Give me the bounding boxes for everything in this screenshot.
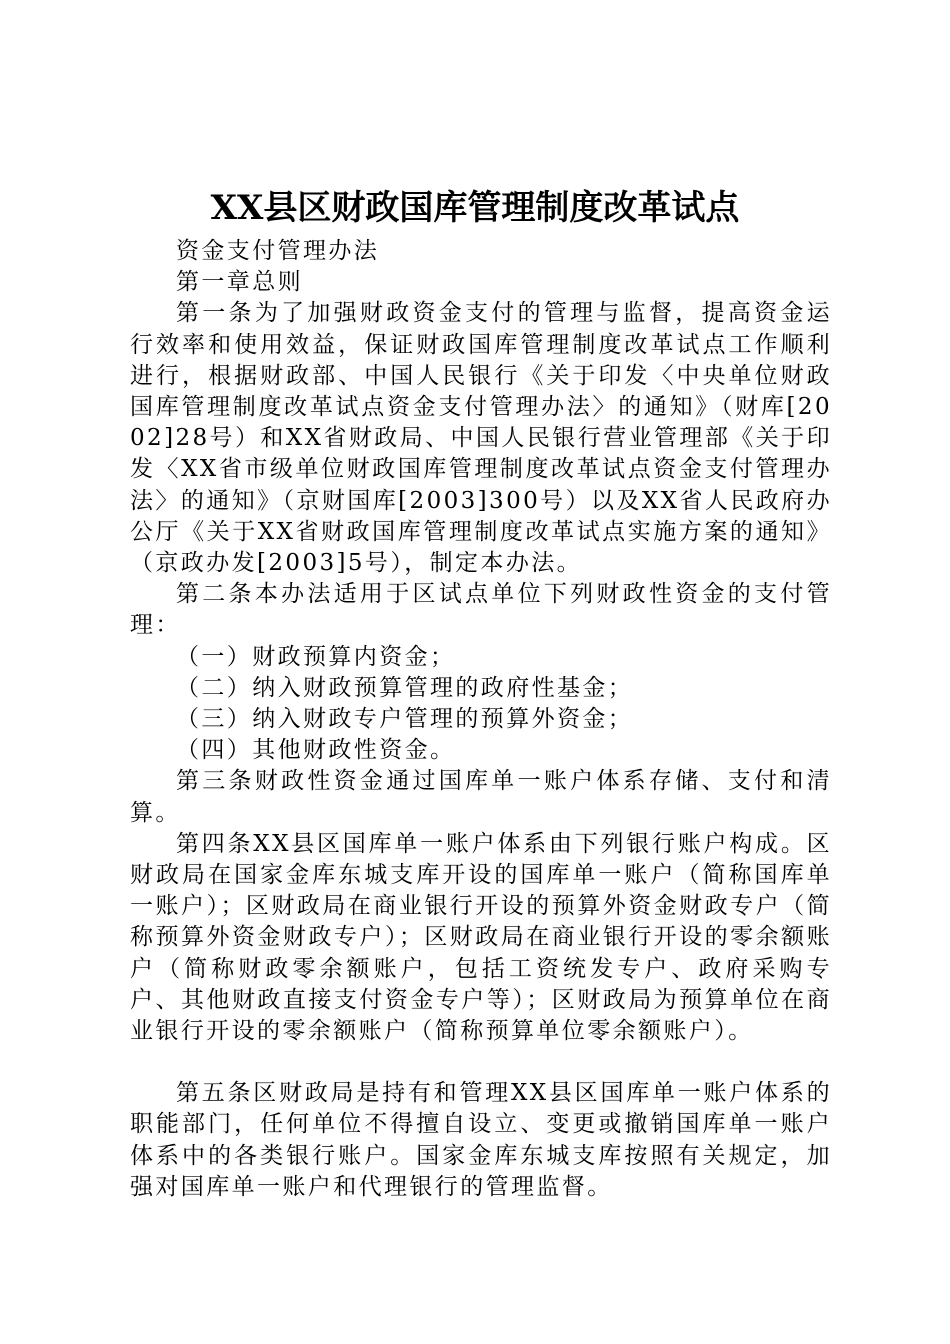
article-3-paragraph: 第三条财政性资金通过国库单一账户体系存储、支付和清算。 <box>130 768 832 826</box>
chapter-heading: 第一章总则 <box>176 269 303 296</box>
list-item-4: （四）其他财政性资金。 <box>176 737 456 764</box>
article-4-paragraph: 第四条XX县区国库单一账户体系由下列银行账户构成。区财政局在国家金库东城支库开设的国库单一账户（简称国库单一账户）；区财政局在商业银行开设的预算外资金财政专户（简称预算外资金财政专户）；区财政局在商业银行开设的零余额账户（简称财政零余额账户，包括工资统发专户、政府采购专户、其他财政直接支付资金专户等）；区财政局为预算单位在商业银行开设的零余额账户（简称预算单位零余额账户）。 <box>130 830 832 1045</box>
document-body <box>130 236 832 1203</box>
subtitle-paragraph: 资金支付管理办法 <box>176 238 380 264</box>
article-5-paragraph: 第五条区财政局是持有和管理XX县区国库单一账户体系的职能部门，任何单位不得擅自设立、变更或撤销国库单一账户体系中的各类银行账户。国家金库东城支库按照有关规定，加强对国库单一账户和代理银行的管理监督。 <box>130 1080 832 1200</box>
article-2-paragraph: 第二条本办法适用于区试点单位下列财政性资金的支付管理： <box>130 581 832 639</box>
document-title: XX县区财政国库管理制度改革试点 <box>210 188 740 228</box>
list-item-2: （二）纳入财政预算管理的政府性基金； <box>176 674 634 701</box>
list-item-1: （一）财政预算内资金； <box>176 643 456 670</box>
list-item-3: （三）纳入财政专户管理的预算外资金； <box>176 706 634 733</box>
article-1-paragraph: 第一条为了加强财政资金支付的管理与监督，提高资金运行效率和使用效益，保证财政国库管理制度改革试点工作顺利进行，根据财政部、中国人民银行《关于印发〈中央单位财政国库管理制度改革试点资金支付管理办法〉的通知》（财库[2002]28号）和XX省财政局、中国人民银行营业管理部《关于印发〈XX省市级单位财政国库管理制度改革试点资金支付管理办法〉的通知》（京财国库[2003]300号）以及XX省人民政府办公厅《关于XX省财政国库管理制度改革试点实施方案的通知》（京政办发[2003]5号），制定本办法。 <box>130 300 832 577</box>
